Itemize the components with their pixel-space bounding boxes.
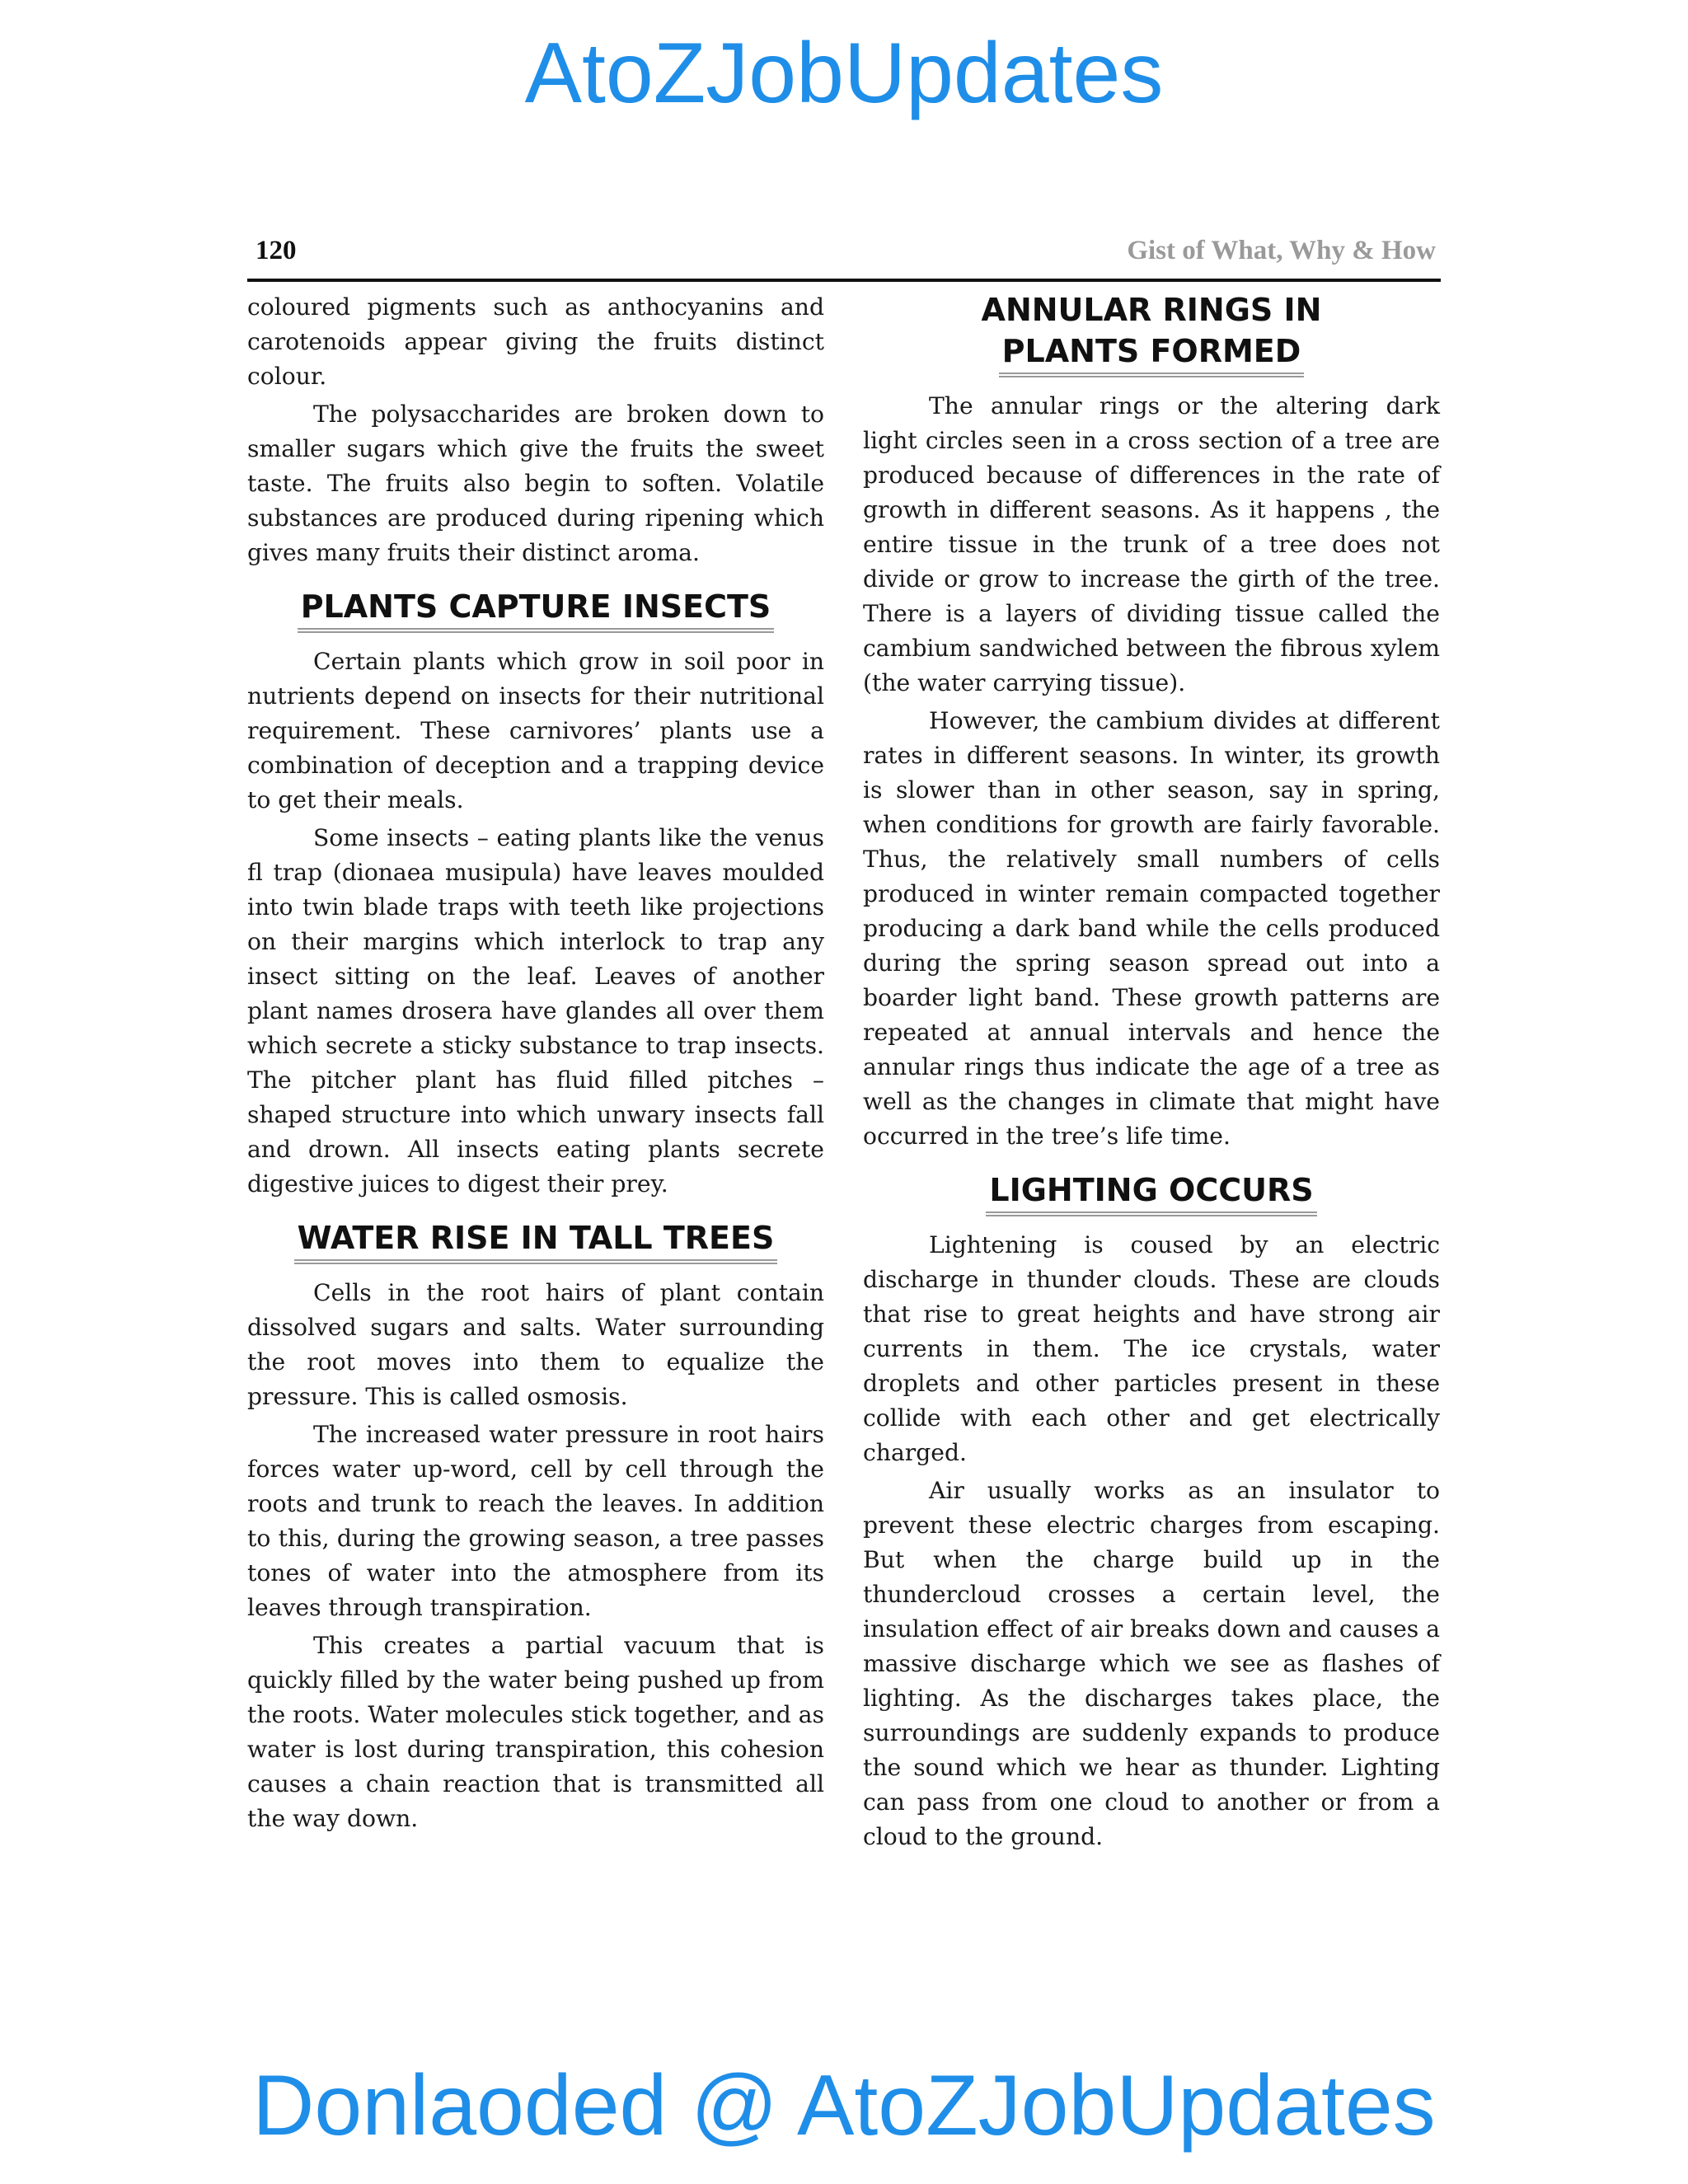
paragraph: Air usually works as an insulator to prevent these electric charges from escaping. But when the charge build up in the thundercloud crosses a certain level, the insulation effect of air breaks down and causes a massive discharge which we see as flashes of lighting. As the discharges takes place, the surroundings are suddenly expands to produce the sound which we hear as thunder. Lighting can pass from one cloud to another or from a cloud to the ground.: [863, 1477, 1440, 1850]
paragraph: Some insects – eating plants like the venus fl trap (dionaea musipula) have leaves moulded into twin blade traps with teeth like projections on their margins which interlock to trap any insect sitting on the leaf. Leaves of another plant names drosera have glandes all over them which secrete a sticky substance to trap insects. The pitcher plant has fluid filled pitches – shaped structure into which unwary insects fall and drown. All insects eating plants secrete digestive juices to digest their prey.: [247, 824, 824, 1197]
intro-paragraph-2: The polysaccharides are broken down to smaller sugars which give the fruits the sweet taste. The fruits also begin to soften. Volatile substances are produced during ripening which gives many fruits their distinct aroma.: [247, 401, 824, 566]
watermark-bottom: Donlaoded @ AtoZJobUpdates: [252, 2058, 1436, 2154]
paragraph: The increased water pressure in root hairs forces water up-word, cell by cell through the roots and trunk to reach the leaves. In addition to this, during the growing season, a tree passes tones of water into the atmosphere from its leaves through transpiration.: [247, 1421, 824, 1621]
paragraph: This creates a partial vacuum that is quickly filled by the water being pushed up from the roots. Water molecules stick together, and as water is lost during transpiration, this cohesion causes a chain reaction that is transmitted all the way down.: [247, 1632, 824, 1832]
heading-text-line2: PLANTS FORMED: [999, 331, 1305, 377]
section-heading-annular-rings: [863, 290, 1440, 377]
heading-text: LIGHTING OCCURS: [986, 1170, 1316, 1216]
section-heading-lighting-occurs: [863, 1170, 1440, 1216]
page-header: [247, 231, 1441, 282]
paragraph: However, the cambium divides at different rates in different seasons. In winter, its growth is slower than in other season, say in spring, when conditions for growth are fairly favorable. Thus, the relatively small numbers of cells produced in winter remain compacted together producing a dark band while the cells produced during the spring season spread out into a boarder light band. These growth patterns are repeated at annual intervals and hence the annular rings thus indicate the age of a tree as well as the changes in climate that might have occurred in the tree’s life time.: [863, 707, 1440, 1150]
heading-text: WATER RISE IN TALL TREES: [294, 1218, 778, 1264]
section-heading-water-rise: [247, 1218, 824, 1264]
heading-text: PLANTS CAPTURE INSECTS: [298, 587, 775, 633]
paragraph: Lightening is coused by an electric discharge in thunder clouds. These are clouds that rise to great heights and have strong air currents in them. The ice crystals, water droplets and other particles present in these collide with each other and get electrically charged.: [863, 1231, 1440, 1466]
section-heading-plants-capture-insects: [247, 587, 824, 633]
paragraph: The annular rings or the altering dark light circles seen in a cross section of a tree are produced because of differences in the rate of growth in different seasons. As it happens , the entire tissue in the trunk of a tree does not divide or grow to increase the girth of the tree. There is a layers of dividing tissue called the cambium sandwiched between the fibrous xylem (the water carrying tissue).: [863, 392, 1440, 696]
page-number: 120: [256, 236, 297, 265]
heading-text-line1: ANNULAR RINGS IN: [981, 292, 1322, 328]
intro-paragraph: coloured pigments such as anthocyanins and carotenoids appear giving the fruits distinct colour.: [247, 293, 824, 390]
running-head: Gist of What, Why & How: [1127, 236, 1436, 265]
left-column: [247, 290, 824, 1840]
watermark-top: AtoZJobUpdates: [524, 26, 1164, 121]
paragraph: Cells in the root hairs of plant contain dissolved sugars and salts. Water surrounding the root moves into them to equalize the pressure. This is called osmosis.: [247, 1279, 824, 1410]
paragraph: Certain plants which grow in soil poor in nutrients depend on insects for their nutritional requirement. These carnivores’ plants use a combination of deception and a trapping device to get their meals.: [247, 648, 824, 813]
right-column: [863, 290, 1440, 1858]
